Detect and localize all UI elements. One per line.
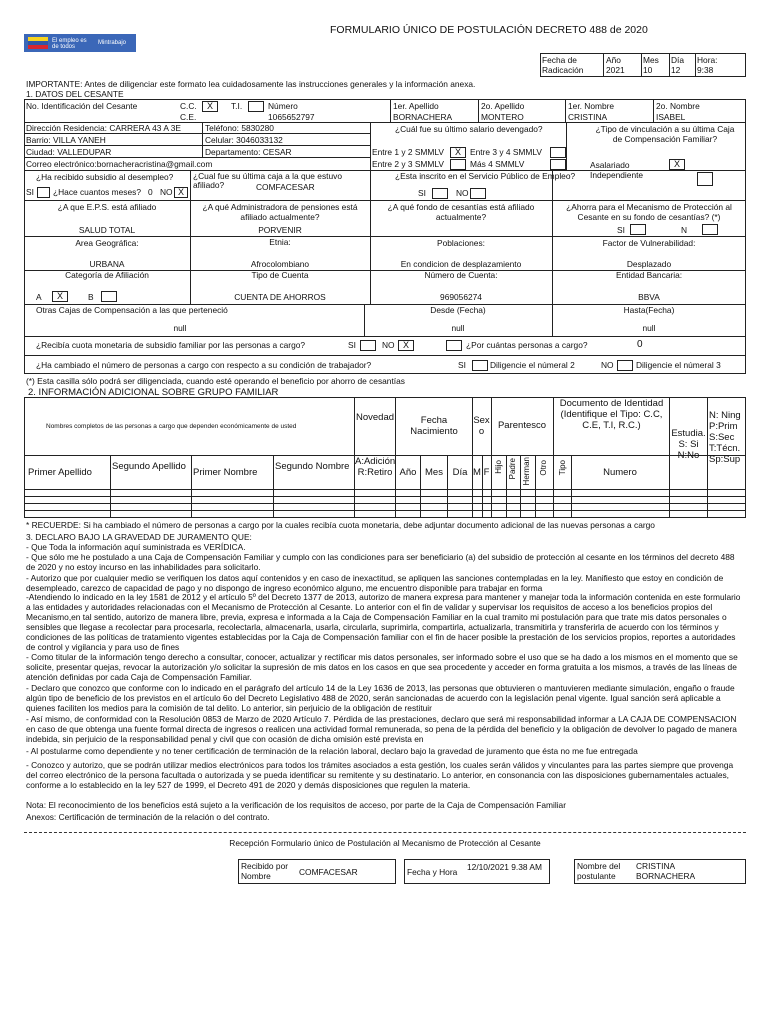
caja-value: COMFACESAR [256,182,315,192]
ciudad: Ciudad: VALLEDUPAR [26,147,112,157]
dilig-3: Diligencie el númeral 3 [636,360,721,370]
num-cuenta-value: 969056274 [440,292,482,302]
ahorra-question: ¿Ahorra para el Mecanismo de Protección al Cesante en su fondo de cesantías? (*) [566,202,732,222]
publico-si-checkbox[interactable] [432,188,448,199]
cambiado-no-checkbox[interactable] [617,360,633,371]
logo-text-empleo: El empleo es de todos [52,38,87,50]
adicion-header: A:Adición R:Retiro [355,456,396,478]
fecha-value: 12/10/2021 9.38 AM [467,862,542,872]
barrio: Barrio: VILLA YANEH [26,135,106,145]
eps-value: SALUD TOTAL [78,225,136,235]
declaro-p1: - Que Toda la información aquí suministrada es VERÍDICA. [26,542,246,552]
otras-cajas-value: null [173,323,187,333]
importante-text: IMPORTANTE: Antes de diligenciar este formato lea cuidadosamente las instrucciones generales y la información anexa. [26,79,476,89]
segundo-apellido-header: Segundo Apellido [112,461,186,472]
correo: Correo electrónico:bornacheracristina@gmail.com [26,159,213,169]
cuota-si-checkbox[interactable] [360,340,376,351]
anexos-text: Anexos: Certificación de terminación de la relación o del contrato. [26,812,270,822]
desde-value: null [451,323,465,333]
padre-header: Padre [508,458,517,480]
cc-label: C.C. [180,101,197,111]
tipo-cuenta-value: CUENTA DE AHORROS [234,292,326,302]
vulnerabilidad-value: Desplazado [626,259,672,269]
salario-2-checkbox[interactable] [550,147,566,158]
dilig-2: Diligencie el númeral 2 [490,360,575,370]
cc-checkbox[interactable]: X [202,101,218,112]
hasta-label: Hasta(Fecha) [623,305,675,315]
primer-apellido-header: Primer Apellido [28,467,92,478]
mintrabajo-logo [24,34,136,52]
eps-question: ¿A que E.P.S. está afiliado [57,202,157,212]
fecha-label: Fecha y Hora [407,867,458,877]
recuerde-text: * RECUERDE: Si ha cambiado el número de personas a cargo por la cuales recibía cuota monetaria, debe adjuntar documento adicional de las nuevas personas a cargo [26,520,655,530]
ahorra-n-checkbox[interactable] [702,224,718,235]
radicacion-hora: 9:38 [697,65,714,75]
celular: Celular: 3046033132 [205,135,283,145]
banco-label: Entidad Bancaria: [615,270,683,280]
declaro-p9: - Conozco y autorizo, que se podrán utilizar medios electrónicos para todos los trámites asociados a esta gestión, los cuales serán válidos y vinculantes para las partes siempre que provenga del correo electrónico de la persona facultada o autorizada y se pueda identificar su remitente y su destinatario. Lo anterior, en consonancia con las disposiciones gubernamentales actuales, conforme a lo establecido en la ley 527 de 1999, el Decreto 491 de 2020 y demás disposiciones que regulen la materia. [26,760,734,790]
primer-nombre-header: Primer Nombre [193,467,258,478]
section-3-title: 3. DECLARO BAJO LA GRAVEDAD DE JURAMENTO QUE: [26,532,252,542]
apellido1-value: BORNACHERA [393,112,453,122]
publico-no-checkbox[interactable] [470,188,486,199]
num-cuenta-label: Número de Cuenta: [424,270,498,280]
nota-asterisco: (*) Esta casilla sólo podrá ser diligenciada, cuando esté operando el beneficio por ahorro de cesantías [26,376,405,386]
declaro-p3: - Autorizo que por cualquier medio se verifiquen los datos aquí contenidos y en caso de inexactitud, se apliquen las sanciones contempladas en la ley. Manifiesto que estoy en condición de desempleado, carezco de capacidad de pago y no dispongo de ingreso económico alguno, me encuentro disponible para trabajar en forma [26,573,724,593]
radicacion-mes-label: Mes [643,55,659,65]
apellido1-label: 1er. Apellido [393,101,439,111]
dia-header: Día [452,467,468,478]
cuota-no-checkbox[interactable]: X [398,340,414,351]
salario-option-4: Más 4 SMMLV [470,159,525,169]
cesantias-question: ¿A qué fondo de cesantías está afiliado actualmente? [387,202,535,222]
nombre1-label: 1er. Nombre [568,101,615,111]
section-1-title: 1. DATOS DEL CESANTE [26,89,124,99]
numero-label: Número [268,101,298,111]
cambiado-si-checkbox[interactable] [472,360,488,371]
telefono: Teléfono: 5830280 [205,123,274,133]
ti-label: T.I. [231,101,243,111]
pension-question: ¿A qué Administradora de pensiones está afiliado actualmente? [202,202,358,222]
radicacion-dia-label: Día [671,55,685,65]
declaro-p4: -Atendiendo lo indicado en la ley 1581 de 2012 y el artículo 5º del Decreto 1377 de 2013, autorizo de manera expresa para mantener y manejar toda la información contenida en este formulario a las entidades y autoridades relacionadas con el Mecanismo de Protección al Cesante. Lo anterior con el fin de validar y supervisar los requisitos de acceso a los beneficios propios del Mecanismo,en tal sentido, autorizo de manera libre, previa, expresa e informada a la Caja de Compensación Familiar en la cual tramito mi postulación para que trate mis datos personales o sensibles que llegase a recolectar para procesarla, recolectarla, almacenarla, usarla, circularla, suprimirla, compartirla, actualizarla, transmitirla y transferirla de acuerdo con los términos y condiciones de las políticas de tratamiento vigentes establecidas por la Caja de Compensación familiar con el fin de hacer posible la prestación de los servicios propios, reportes a autoridades de control y vigilancia y para uso de fines [26,592,741,652]
categoria-label: Categoría de Afiliación [65,270,149,280]
salario-4-checkbox[interactable] [550,159,566,170]
parentesco-header: Parentesco [497,420,547,431]
postulante-value: CRISTINA BORNACHERA [636,861,696,881]
numero-header: Numero [603,467,637,478]
subsidio-si-label: SI [26,187,34,197]
radicacion-dia: 12 [671,65,681,75]
ahorra-n-label: N [681,225,688,235]
nombre2-value: ISABEL [656,112,686,122]
subsidio-si-checkbox[interactable] [37,187,50,198]
f-header: F [483,467,490,478]
subsidio-question: ¿Ha recibido subsidio al desempleo? [36,172,174,182]
desde-label: Desde (Fecha) [430,305,486,315]
etnia-label: Etnia: [269,237,291,247]
nombre1-value: CRISTINA [568,112,608,122]
m-header: M [473,467,481,478]
nombre2-label: 2o. Nombre [656,101,700,111]
radicacion-mes: 10 [643,65,653,75]
radicacion-ano: 2021 [606,65,625,75]
logo-text-mintrabajo: Mintrabajo [98,40,127,46]
mes-header: Mes [425,467,443,478]
cambiado-si-label: SI [458,360,466,370]
subsidio-no-checkbox[interactable]: X [174,187,188,198]
postulante-label: Nombre del postulante [577,861,621,881]
cambiado-question: ¿Ha cambiado el número de personas a cargo con respecto a su condición de trabajador? [36,360,372,370]
etnia-value: Afrocolombiano [250,259,310,269]
apellido2-value: MONTERO [481,112,524,122]
herman-header: Herman [522,457,531,486]
publico-question: ¿Esta inscrito en el Servicio Público de Empleo? [395,171,576,181]
subsidio-no-label: NO [160,187,173,197]
asalariado-label: Asalariado [590,160,630,170]
pension-value: PORVENIR [258,225,302,235]
departamento: Departamento: CESAR [205,147,292,157]
cambiado-no-label: NO [601,360,614,370]
cuota-no-label: NO [382,340,395,350]
fecha-nac-header: Fecha Nacimiento [410,415,458,437]
categoria-b-label: B [88,292,94,302]
radicacion-label: Fecha de Radicación [542,55,584,75]
salario-1-checkbox[interactable]: X [450,147,466,158]
tipo-header: Tipo [558,460,567,476]
otro-header: Otro [539,460,548,476]
hace-cuantos-value: 0 [148,187,153,197]
salario-option-3: Entre 2 y 3 SMMLV [372,159,444,169]
segundo-nombre-header: Segundo Nombre [275,461,350,472]
section-2-title: 2. INFORMACIÓN ADICIONAL SOBRE GRUPO FAMILIAR [28,387,279,398]
radicacion-hora-label: Hora: [697,55,718,65]
asalariado-checkbox[interactable]: X [669,159,685,170]
categoria-a-label: A [36,292,42,302]
form-title: FORMULARIO ÚNICO DE POSTULACIÓN DECRETO 488 de 2020 [330,24,648,36]
salario-option-2: Entre 3 y 4 SMMLV [470,147,542,157]
cuantas-question: ¿Por cuántas personas a cargo? [466,340,588,350]
declaro-p7: - Así mismo, de conformidad con la Resolución 0853 de Marzo de 2020 Artículo 7. Pérdida de las prestaciones, declaro que será mi responsabilidad informar a LA CAJA DE COMPENSACION en caso de que obtenga una fuente formal directa de ingresos o realicen una actividad formal remunerada, so pena de la pérdida del beneficio y la obligación de devolver lo pagado de manera indebida, sin perjuicio de la responsabilidad penal y civil que con ocasión de dicha omisión esté prevista en [26,714,737,744]
cuantas-value: 0 [637,339,643,350]
declaro-p5: - Como titular de la información tengo derecho a consultar, conocer, actualizar y rectificar mis datos personales, ser informado sobre el uso que se ha dado a los mismos en el momento que se solicite, presentar quejas, revocar la autorización y/o solicitar la supresión de mis datos en los casos en que sea procedente y acceder en forma gratuita a los mismos, a través de las líneas de atención definidas por cada Caja de Compensación Familiar. [26,652,738,682]
banco-value: BBVA [638,292,660,302]
id-label: No. Identificación del Cesante [26,101,138,111]
ano-header: Año [399,467,417,478]
declaro-p8: - Al postularme como dependiente y no tener certificación de terminación de la relación laboral, declaro bajo la gravedad de juramento que ésta no me fue entregada [26,746,638,756]
cuantas-marker-box[interactable] [446,340,462,351]
vinculacion-question: ¿Tipo de vinculación a su última Caja de Compensación Familiar? [595,124,735,144]
nota-text: Nota: El reconocimiento de los beneficios está sujeto a la verificación de los requisitos de acceso, por parte de la Caja de Compensación Familiar [26,800,567,810]
colombia-flag-icon [28,37,48,49]
hace-cuantos-label: ¿Hace cuantos meses? [53,187,141,197]
nivel-header: N: Ning P:Prim S:Sec T:Técn. Sp:Sup [709,410,741,465]
poblaciones-label: Poblaciones: [437,238,485,248]
tipo-cuenta-label: Tipo de Cuenta [251,270,309,280]
independiente-label: Independiente [590,170,644,180]
salario-option-1: Entre 1 y 2 SMMLV [372,147,444,157]
estudia-header: Estudia. S: Si N:No [671,428,706,461]
nombres-header: Nombres completos de las personas a cargo que dependen económicamente de usted [46,423,297,430]
otras-cajas-label: Otras Cajas de Compensación a las que perteneció [36,305,228,315]
receipt-title: Recepción Formulario único de Postulación al Mecanismo de Protección al Cesante [229,838,541,848]
categoria-a-checkbox[interactable]: X [52,291,68,302]
area-value: URBANA [89,259,125,269]
categoria-b-checkbox[interactable] [101,291,117,302]
novedad-header: Novedad [355,412,395,423]
ti-checkbox[interactable] [248,101,264,112]
cuota-si-label: SI [348,340,356,350]
hasta-value: null [642,323,656,333]
recibido-value: COMFACESAR [299,867,358,877]
ahorra-si-label: SI [617,225,625,235]
ce-label: C.E. [180,112,197,122]
vulnerabilidad-label: Factor de Vulnerabilidad: [602,238,696,248]
salario-3-checkbox[interactable] [450,159,466,170]
declaro-p6: - Declaro que conozco que conforme con lo indicado en el parágrafo del artículo 14 de la Ley 1636 de 2013, las personas que obtuvieren o mantuvieren mediante simulación, engaño o fraude algún tipo de beneficio de los previstos en el artículo 6o del Decreto Legislativo 488 de 2020, serán sancionadas de acuerdo con la legislación penal vigente. Igual sanción será aplicable a quienes faciliten los medios para la comisión de tal delito. Lo anterior, sin perjuicio de la obligación de restituir [26,683,735,713]
sexo-header: Sexo [473,415,490,437]
publico-si-label: SI [418,188,426,198]
independiente-checkbox[interactable] [697,172,713,186]
radicacion-ano-label: Año [606,55,621,65]
area-label: Area Geográfica: [75,238,139,248]
numero-value: 1065652797 [268,112,315,122]
documento-header: Documento de Identidad (Identifique el Tipo: C.C, C.E, T.I, R.C.) [559,398,664,431]
poblaciones-value: En condicion de desplazamiento [400,259,522,269]
caja-question: ¿Cual fue su última caja a la que estuvo afiliado? [193,171,342,190]
cut-line [24,832,746,833]
apellido2-label: 2o. Apellido [481,101,525,111]
hijo-header: Hijo [494,460,503,474]
ahorra-si-checkbox[interactable] [630,224,646,235]
cuota-question: ¿Recibía cuota monetaria de subsidio familiar por las personas a cargo? [36,340,306,350]
publico-no-label: NO [456,188,469,198]
direccion: Dirección Residencia: CARRERA 43 A 3E [26,123,182,133]
declaro-p2: - Que sólo me he postulado a una Caja de Compensación Familiar y cumplo con las condiciones para ser beneficiario (a) del subsidio de protección al cesante en los términos del decreto 488 de 2020 y no estoy incurso en las inhabilidades para solicitarlo. [26,552,735,572]
recibido-label: Recibido por Nombre [241,861,289,881]
salario-question: ¿Cuál fue su último salario devengado? [395,124,543,134]
